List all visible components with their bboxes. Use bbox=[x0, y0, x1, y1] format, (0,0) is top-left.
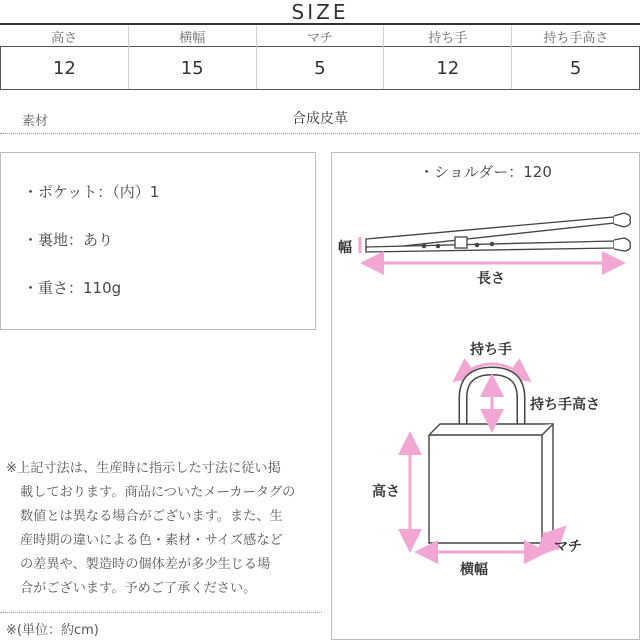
value-gusset: 5 bbox=[256, 47, 384, 90]
gusset-label: マチ bbox=[554, 539, 582, 555]
value-handle: 12 bbox=[384, 47, 512, 90]
unit-note: ※(単位：約cm) bbox=[6, 623, 99, 638]
material-value: 合成皮革 bbox=[292, 111, 348, 127]
note-line: 数値とは異なる場合がございます。また、生 bbox=[20, 509, 283, 524]
width-label: 横幅 bbox=[460, 562, 488, 578]
material-divider bbox=[0, 133, 640, 134]
note-line: 載しております。商品についたメーカータグの bbox=[20, 485, 296, 500]
notes-divider bbox=[0, 612, 322, 613]
value-height: 12 bbox=[1, 47, 129, 90]
note-line: 合がございます。予めご了承ください。 bbox=[20, 581, 257, 596]
title-underline bbox=[0, 23, 640, 25]
size-header-row bbox=[1, 26, 640, 47]
handle-height-label: 持ち手高さ bbox=[530, 397, 600, 413]
measurement-diagram bbox=[331, 152, 640, 640]
note-line: 産時期の違いによる色・素材・サイズ感など bbox=[20, 533, 283, 548]
value-handle-height: 5 bbox=[512, 47, 640, 90]
header-gusset: マチ bbox=[256, 26, 384, 47]
strap-icon bbox=[366, 213, 630, 252]
shoulder-length-text: ・ショルダー：120 bbox=[419, 163, 552, 181]
header-handle: 持ち手 bbox=[384, 26, 512, 47]
size-value-row bbox=[1, 47, 640, 90]
size-title: SIZE bbox=[291, 0, 349, 24]
notes bbox=[6, 457, 320, 601]
header-height: 高さ bbox=[51, 30, 78, 46]
spec-pocket: ・ポケット：（内）1 bbox=[23, 183, 160, 201]
height-label: 高さ bbox=[372, 484, 400, 500]
strap-length-label: 長さ bbox=[477, 271, 505, 287]
value-width: 15 bbox=[128, 47, 256, 90]
note-line: ※上記寸法は、生産時に指示した寸法に従い掲 bbox=[6, 461, 281, 476]
note-line: の差異や、製造時の個体差が多少生じる場 bbox=[20, 557, 271, 572]
spec-lining: ・裏地：あり bbox=[23, 231, 114, 249]
material-label: 素材 bbox=[22, 114, 49, 129]
header-width: 横幅 bbox=[128, 26, 256, 47]
size-table bbox=[0, 26, 640, 90]
spec-box bbox=[0, 152, 316, 330]
header-handle-height: 持ち手高さ bbox=[512, 26, 640, 47]
spec-weight: ・重さ：110g bbox=[23, 279, 122, 297]
strap-width-label: 幅 bbox=[338, 240, 352, 256]
handle-label: 持ち手 bbox=[470, 342, 512, 358]
